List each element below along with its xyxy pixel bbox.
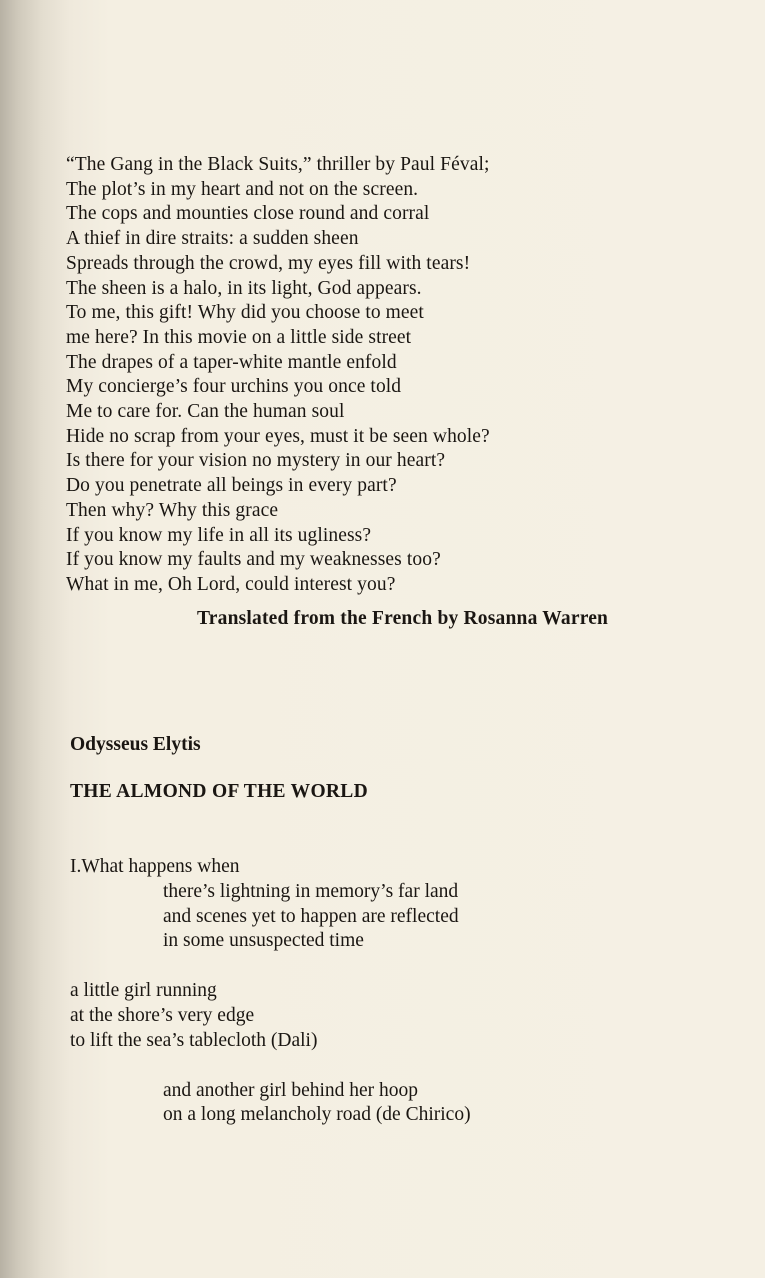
poem-line: “The Gang in the Black Suits,” thriller by Paul Féval; (66, 154, 490, 175)
poem-line: Do you penetrate all beings in every part? (66, 475, 397, 497)
poem-line: If you know my faults and my weaknesses too? (66, 549, 441, 571)
stanza (70, 979, 471, 1053)
poem-line: a little girl running (70, 980, 217, 1002)
poem-line: The plot’s in my heart and not on the screen. (66, 178, 419, 200)
poem-line: and scenes yet to happen are reflected (163, 905, 459, 927)
poem-line: If you know my life in all its ugliness? (66, 524, 372, 546)
poem-line: A thief in dire straits: a sudden sheen (66, 228, 359, 250)
poem-line: Is there for your vision no mystery in our heart? (66, 450, 446, 472)
poem-line: I.What happens when (70, 856, 240, 877)
poem-text (66, 153, 490, 598)
poem-line: Then why? Why this grace (66, 499, 279, 521)
poem-line: Spreads through the crowd, my eyes fill with tears! (66, 252, 471, 274)
poem-line: To me, this gift! Why did you choose to meet (66, 302, 424, 324)
poem-line: The cops and mounties close round and corral (66, 203, 430, 225)
poem-line: me here? In this movie on a little side street (66, 326, 412, 348)
poem-line: and another girl behind her hoop (163, 1079, 419, 1101)
poem-line: What in me, Oh Lord, could interest you? (66, 573, 396, 595)
poem-line: there’s lightning in memory’s far land (163, 880, 459, 902)
poem-line: The sheen is a halo, in its light, God appears. (66, 277, 422, 299)
poem-line: to lift the sea’s tablecloth (Dali) (70, 1029, 318, 1051)
stanza (70, 855, 471, 954)
poem-line: Hide no scrap from your eyes, must it be seen whole? (66, 425, 490, 447)
poem-title: THE ALMOND OF THE WORLD (70, 781, 369, 802)
stanza-break (70, 1054, 471, 1079)
poem-text (70, 855, 471, 1128)
poem-line: at the shore’s very edge (70, 1004, 255, 1026)
translator-credit: Translated from the French by Rosanna Warren (197, 608, 609, 629)
stanza (70, 1079, 471, 1129)
stanza-break (70, 954, 471, 979)
poem-line: Me to care for. Can the human soul (66, 401, 345, 423)
poem-author: Odysseus Elytis (70, 734, 201, 755)
poem-line: on a long melancholy road (de Chirico) (163, 1104, 471, 1126)
poem-line: in some unsuspected time (163, 930, 364, 952)
poem-line: The drapes of a taper-white mantle enfold (66, 351, 397, 373)
poem-line: My concierge’s four urchins you once told (66, 376, 402, 398)
